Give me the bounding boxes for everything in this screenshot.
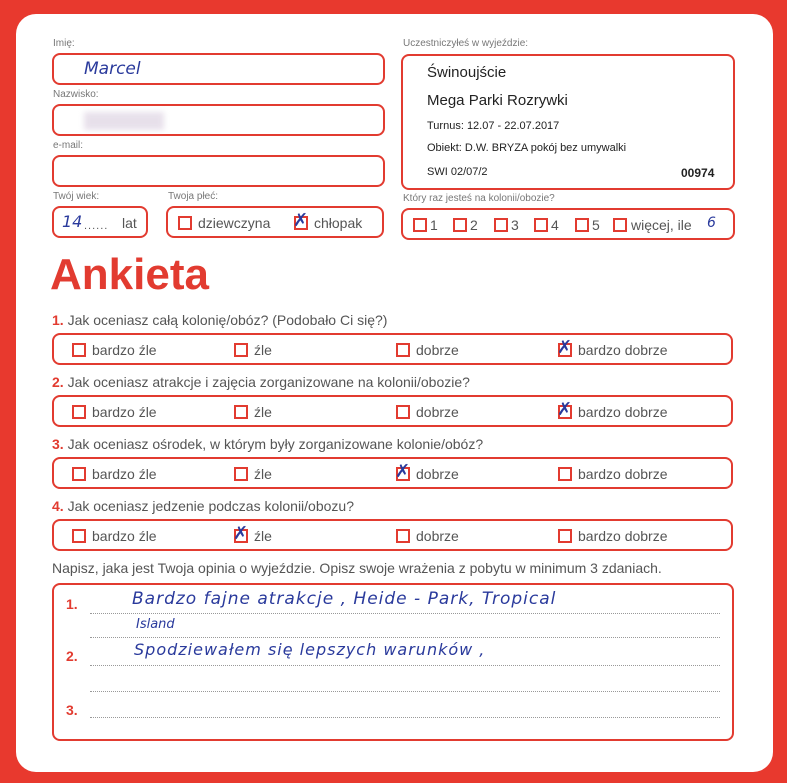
checkbox[interactable] xyxy=(575,218,589,232)
check-mark: ✗ xyxy=(395,461,411,482)
question-4-text xyxy=(52,498,354,514)
ktory-more-value: 6 xyxy=(707,215,716,231)
option-label: źle xyxy=(254,404,272,420)
question-4-option[interactable] xyxy=(72,528,157,544)
checkbox[interactable] xyxy=(558,529,572,543)
nazwisko-label: Nazwisko: xyxy=(53,89,99,100)
trip-obiekt: Obiekt: D.W. BRYZA pokój bez umywalki xyxy=(427,142,627,154)
ktory-option-1[interactable] xyxy=(413,217,438,233)
plec-option-dziewczyna[interactable] xyxy=(178,215,270,231)
plec-field xyxy=(166,206,384,238)
question-4-option[interactable] xyxy=(233,523,272,544)
imie-value: Marcel xyxy=(84,59,141,79)
option-label: dobrze xyxy=(416,342,459,358)
question-label: Jak oceniasz całą kolonię/obóz? (Podobało Ci się?) xyxy=(67,312,388,328)
trip-city: Świnoujście xyxy=(427,64,507,81)
option-label: dobrze xyxy=(416,466,459,482)
question-1-option[interactable] xyxy=(557,337,668,358)
trip-parks: Mega Parki Rozrywki xyxy=(427,92,568,109)
option-label: bardzo dobrze xyxy=(578,404,668,420)
question-4-option[interactable] xyxy=(396,528,459,544)
handwriting-line-2: Island xyxy=(136,617,175,632)
option-label: źle xyxy=(254,342,272,358)
trip-code: SWI 02/07/2 xyxy=(427,166,488,178)
option-label: więcej, ile xyxy=(631,217,692,233)
trip-number: 00974 xyxy=(681,166,715,180)
question-3-option[interactable] xyxy=(234,466,272,482)
question-3-option[interactable] xyxy=(558,466,668,482)
question-label: Jak oceniasz atrakcje i zajęcia zorganizowane na kolonii/obozie? xyxy=(67,374,470,390)
option-label: bardzo dobrze xyxy=(578,342,668,358)
imie-field[interactable] xyxy=(52,53,385,85)
ktory-field xyxy=(401,208,735,240)
nazwisko-field[interactable] xyxy=(52,104,385,136)
checkbox[interactable] xyxy=(233,523,249,544)
ktory-option-3[interactable] xyxy=(494,217,519,233)
line-number-1: 1. xyxy=(66,596,78,612)
answer-line xyxy=(90,691,720,692)
checkbox[interactable] xyxy=(234,467,248,481)
checkbox[interactable] xyxy=(293,210,309,231)
option-label: 2 xyxy=(470,217,478,233)
opinion-prompt: Napisz, jaka jest Twoja opinia o wyjeździe. Opisz swoje wrażenia z pobytu w minimum 3 zdaniach. xyxy=(52,560,662,576)
checkbox[interactable] xyxy=(557,337,573,358)
question-2-option[interactable] xyxy=(72,404,157,420)
wiek-value: 14 xyxy=(62,212,83,231)
option-label: 3 xyxy=(511,217,519,233)
checkbox[interactable] xyxy=(453,218,467,232)
checkbox[interactable] xyxy=(234,343,248,357)
plec-option-chlopak[interactable] xyxy=(293,210,363,231)
option-label: dobrze xyxy=(416,528,459,544)
option-label: 5 xyxy=(592,217,600,233)
checkbox[interactable] xyxy=(557,399,573,420)
checkbox[interactable] xyxy=(234,405,248,419)
answer-line xyxy=(90,637,720,638)
line-number-3: 3. xyxy=(66,702,78,718)
question-2-text xyxy=(52,374,470,390)
option-label: bardzo źle xyxy=(92,342,157,358)
checkbox[interactable] xyxy=(72,529,86,543)
check-mark: ✗ xyxy=(557,337,573,358)
wiek-field[interactable] xyxy=(52,206,148,238)
handwriting-line-3: Spodziewałem się lepszych warunków , xyxy=(134,640,486,659)
question-2-option[interactable] xyxy=(557,399,668,420)
checkbox[interactable] xyxy=(534,218,548,232)
question-1-option[interactable] xyxy=(396,342,459,358)
email-field[interactable] xyxy=(52,155,385,187)
question-number: 2. xyxy=(52,374,64,390)
question-4-options xyxy=(52,519,733,551)
option-label: bardzo źle xyxy=(92,404,157,420)
wiek-unit: lat xyxy=(122,215,137,231)
plec-label: Twoja płeć: xyxy=(168,191,219,202)
option-label: źle xyxy=(254,528,272,544)
question-3-option[interactable] xyxy=(395,461,459,482)
question-number: 3. xyxy=(52,436,64,452)
email-label: e-mail: xyxy=(53,140,84,151)
checkbox[interactable] xyxy=(558,467,572,481)
handwriting-line-1: Bardzo fajne atrakcje , Heide - Park, Tropical xyxy=(132,589,557,609)
question-1-option[interactable] xyxy=(234,342,272,358)
question-label: Jak oceniasz ośrodek, w którym były zorganizowane kolonie/obóz? xyxy=(67,436,484,452)
question-2-options xyxy=(52,395,733,427)
ktory-option-more[interactable] xyxy=(613,217,692,233)
survey-title: Ankieta xyxy=(50,250,209,299)
question-1-options xyxy=(52,333,733,365)
question-1-option[interactable] xyxy=(72,342,157,358)
imie-label: Imię: xyxy=(53,38,75,49)
option-label: dobrze xyxy=(416,404,459,420)
line-number-2: 2. xyxy=(66,648,78,664)
question-3-option[interactable] xyxy=(72,466,157,482)
checkbox[interactable] xyxy=(396,529,410,543)
checkbox[interactable] xyxy=(395,461,411,482)
option-label: 4 xyxy=(551,217,559,233)
checkbox[interactable] xyxy=(72,405,86,419)
option-label: źle xyxy=(254,466,272,482)
question-number: 4. xyxy=(52,498,64,514)
question-1-text xyxy=(52,312,387,328)
trip-info-box xyxy=(401,54,735,190)
checkbox[interactable] xyxy=(72,467,86,481)
question-2-option[interactable] xyxy=(396,404,459,420)
answer-line xyxy=(90,613,720,614)
checkbox[interactable] xyxy=(396,343,410,357)
option-label: bardzo źle xyxy=(92,466,157,482)
question-label: Jak oceniasz jedzenie podczas kolonii/obozu? xyxy=(67,498,354,514)
redacted-surname xyxy=(84,112,164,130)
checkbox[interactable] xyxy=(413,218,427,232)
question-3-options xyxy=(52,457,733,489)
option-label: bardzo dobrze xyxy=(578,466,668,482)
option-label: 1 xyxy=(430,217,438,233)
option-label: dziewczyna xyxy=(198,215,271,231)
check-mark: ✗ xyxy=(233,523,249,544)
ktory-label: Który raz jesteś na kolonii/obozie? xyxy=(403,193,555,204)
trip-turnus: Turnus: 12.07 - 22.07.2017 xyxy=(427,120,560,132)
ktory-option-2[interactable] xyxy=(453,217,478,233)
checkbox[interactable] xyxy=(396,405,410,419)
question-number: 1. xyxy=(52,312,64,328)
question-2-option[interactable] xyxy=(234,404,272,420)
option-label: bardzo dobrze xyxy=(578,528,668,544)
checkbox[interactable] xyxy=(613,218,627,232)
ktory-option-5[interactable] xyxy=(575,217,600,233)
check-mark: ✗ xyxy=(557,399,573,420)
checkbox[interactable] xyxy=(178,216,192,230)
option-label: chłopak xyxy=(314,215,363,231)
question-3-text xyxy=(52,436,483,452)
check-mark: ✗ xyxy=(293,210,309,231)
answer-line xyxy=(90,717,720,718)
trip-label: Uczestniczyłeś w wyjeździe: xyxy=(403,38,529,49)
checkbox[interactable] xyxy=(494,218,508,232)
ktory-option-4[interactable] xyxy=(534,217,559,233)
wiek-dots: ...... xyxy=(84,220,109,232)
option-label: bardzo źle xyxy=(92,528,157,544)
answer-line xyxy=(90,665,720,666)
question-4-option[interactable] xyxy=(558,528,668,544)
checkbox[interactable] xyxy=(72,343,86,357)
wiek-label: Twój wiek: xyxy=(53,191,100,202)
opinion-box[interactable] xyxy=(52,583,734,741)
